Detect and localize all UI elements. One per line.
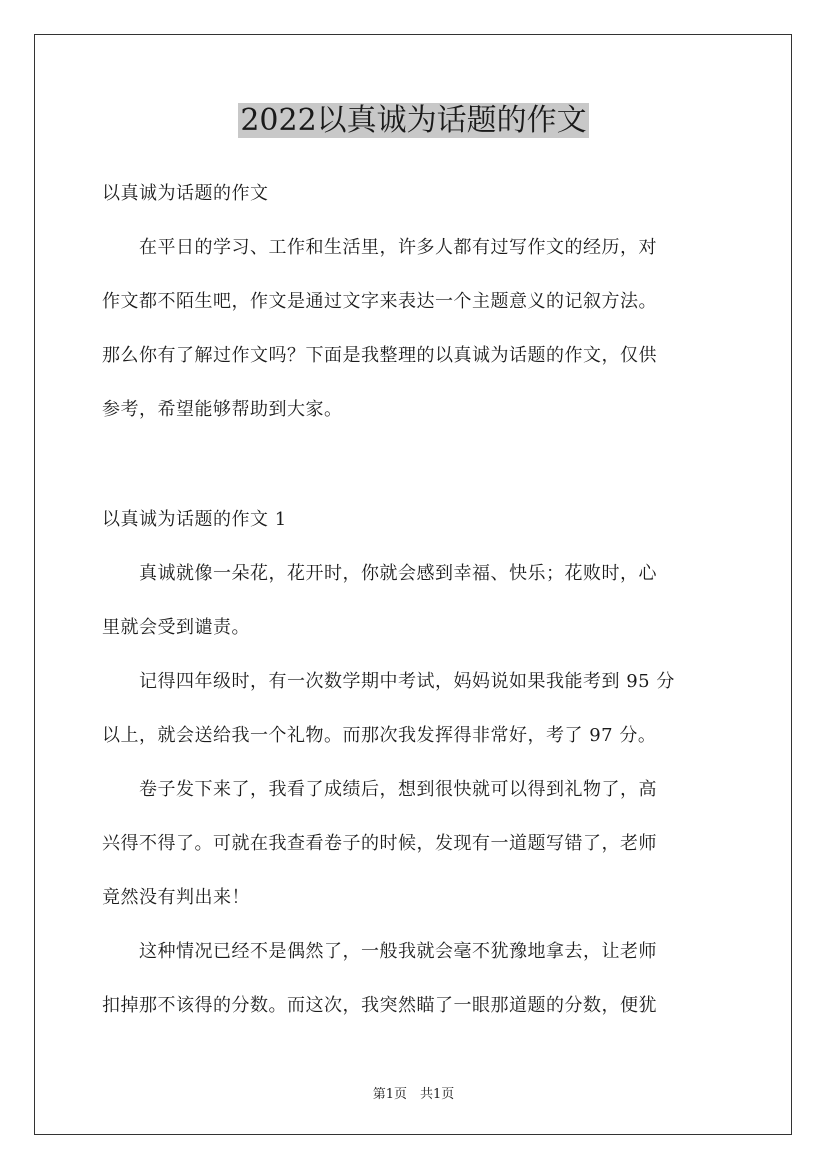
body-line: 卷子发下来了，我看了成绩后，想到很快就可以得到礼物了，高: [102, 779, 657, 800]
body-line: 这种情况已经不是偶然了，一般我就会毫不犹豫地拿去，让老师: [102, 941, 657, 962]
body-line: 兴得不得了。可就在我查看卷子的时候，发现有一道题写错了，老师: [102, 833, 657, 854]
document-title: [0, 101, 827, 141]
body-line: 扣掉那不该得的分数。而这次，我突然瞄了一眼那道题的分数，便犹: [102, 995, 657, 1016]
body-line: 在平日的学习、工作和生活里，许多人都有过写作文的经历，对: [102, 237, 657, 258]
body-line: 里就会受到谴责。: [102, 617, 250, 638]
body-line: 作文都不陌生吧，作文是通过文字来表达一个主题意义的记叙方法。: [102, 291, 657, 312]
body-line: 以上，就会送给我一个礼物。而那次我发挥得非常好，考了 97 分。: [102, 725, 657, 746]
section-heading-essay-1: 以真诚为话题的作文 1: [102, 509, 287, 530]
body-line: 竟然没有判出来！: [102, 887, 250, 908]
page-footer: 第1页 共1页: [372, 1087, 455, 1102]
document-title-text: 2022以真诚为话题的作文: [240, 103, 587, 138]
section-heading-intro: 以真诚为话题的作文: [102, 183, 269, 204]
body-line: 记得四年级时，有一次数学期中考试，妈妈说如果我能考到 95 分: [102, 671, 675, 692]
body-line: 那么你有了解过作文吗？下面是我整理的以真诚为话题的作文，仅供: [102, 345, 657, 366]
body-line: 真诚就像一朵花，花开时，你就会感到幸福、快乐；花败时，心: [102, 563, 657, 584]
body-line: 参考，希望能够帮助到大家。: [102, 399, 343, 420]
